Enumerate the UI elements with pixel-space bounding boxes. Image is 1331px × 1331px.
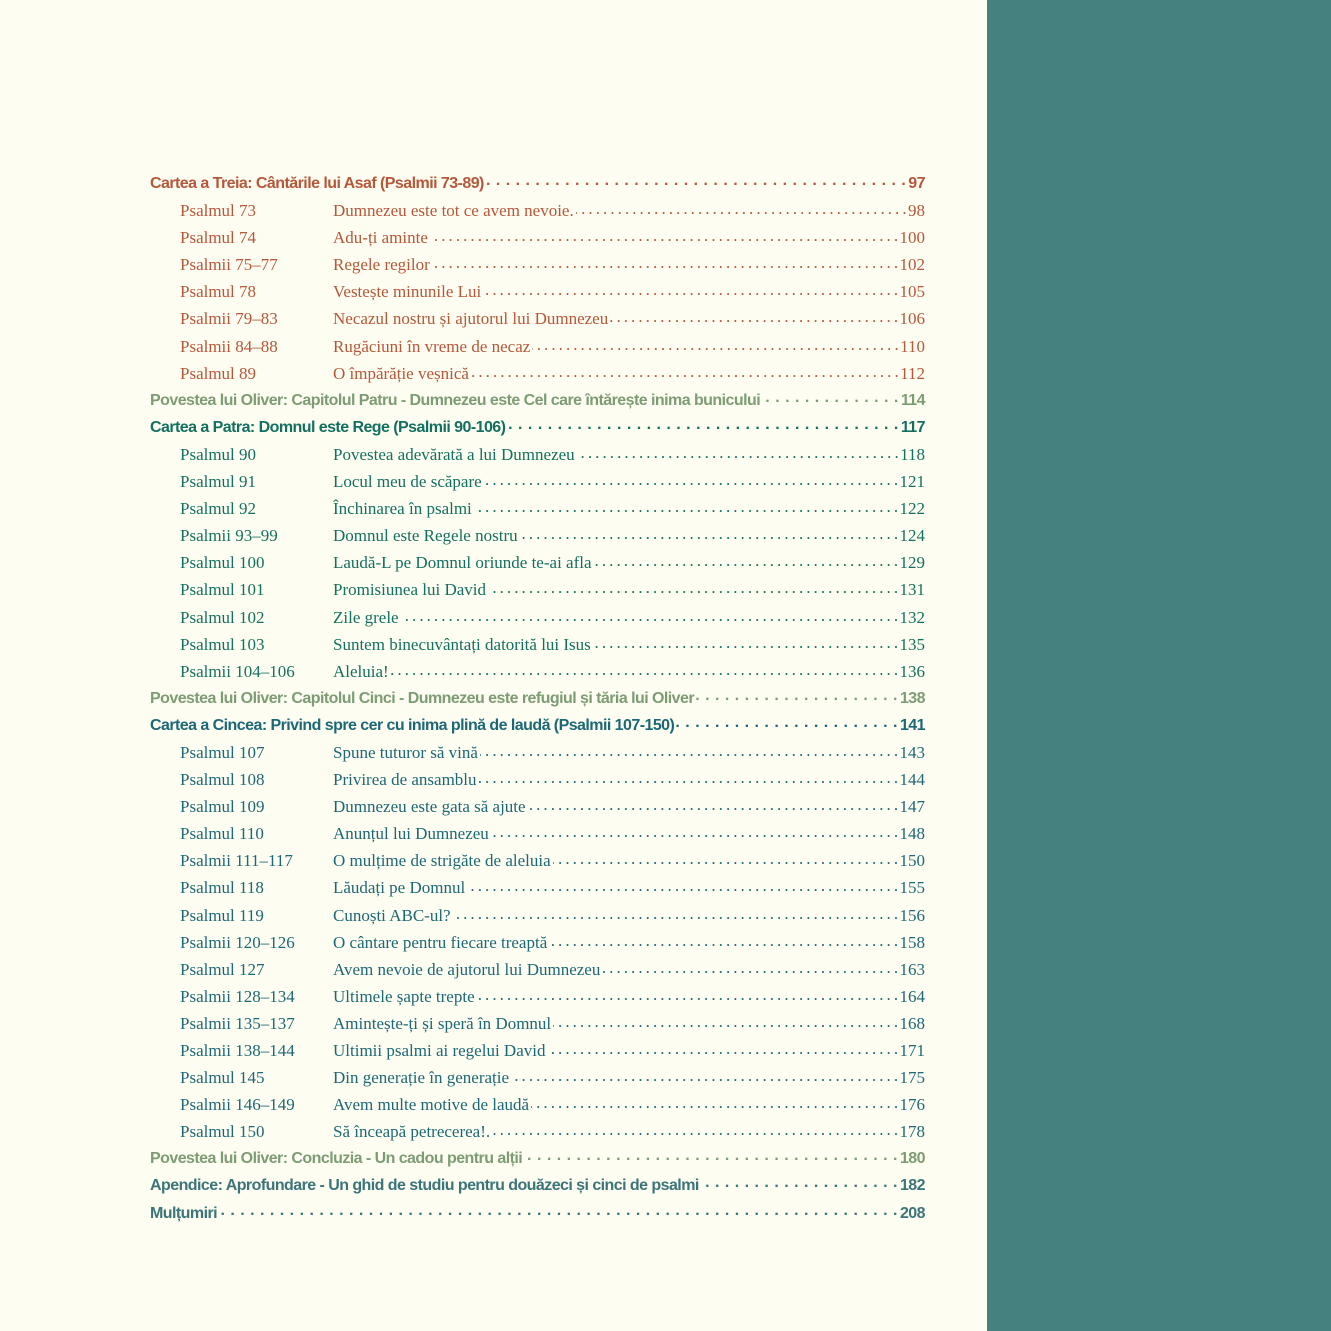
entry-title: Povestea lui Oliver: Capitolul Patru - Dumnezeu este Cel care întărește inima bunicului — [150, 391, 761, 409]
page-number: 136 — [899, 661, 925, 681]
page-number: 106 — [899, 309, 925, 329]
toc-section-entry[interactable] — [150, 1147, 925, 1174]
dot-leader — [553, 1012, 897, 1029]
toc-psalm-entry[interactable] — [150, 551, 925, 578]
entry-title: Suntem binecuvântați datorită lui Isus — [333, 634, 591, 654]
page-number: 147 — [899, 797, 925, 817]
toc-psalm-entry[interactable] — [150, 443, 925, 470]
page-number: 114 — [900, 391, 925, 409]
toc-psalm-entry[interactable] — [150, 606, 925, 633]
entry-title: Din generație în generație — [333, 1068, 510, 1088]
page-number: 138 — [899, 689, 925, 707]
dot-leader — [676, 714, 898, 730]
psalm-label: Psalmul 101 — [180, 580, 265, 600]
toc-psalm-entry[interactable] — [150, 253, 925, 280]
page-number: 158 — [899, 932, 925, 952]
page-number: 144 — [899, 770, 925, 790]
psalm-label: Psalmii 120–126 — [180, 932, 295, 952]
toc-psalm-entry[interactable] — [150, 660, 925, 687]
psalm-label: Psalmii 104–106 — [180, 661, 295, 681]
toc-section-entry[interactable] — [150, 687, 925, 714]
dot-leader — [391, 660, 898, 677]
page-number: 118 — [900, 444, 925, 464]
dot-leader — [479, 768, 898, 785]
dot-leader — [507, 416, 898, 432]
toc-psalm-entry[interactable] — [150, 822, 925, 849]
psalm-label: Psalmul 108 — [180, 770, 265, 790]
page-number: 124 — [899, 526, 925, 546]
toc-section-entry[interactable] — [150, 714, 925, 741]
page-number: 110 — [900, 336, 925, 356]
page-number: 117 — [900, 418, 925, 436]
psalm-label: Psalmii 146–149 — [180, 1095, 295, 1115]
entry-title: Regele regilor — [333, 255, 430, 275]
page-number: 171 — [899, 1041, 925, 1060]
entry-title: Aleluia! — [333, 661, 389, 681]
entry-title: Mulțumiri — [150, 1204, 218, 1222]
entry-title: Ultimii psalmi ai regelui David — [333, 1041, 546, 1060]
toc-psalm-entry[interactable] — [150, 849, 925, 876]
page-number: 164 — [899, 986, 925, 1006]
psalm-label: Psalmii 111–117 — [180, 851, 293, 871]
dot-leader — [524, 1147, 898, 1163]
toc-section-entry[interactable] — [150, 1202, 925, 1229]
dot-leader — [528, 795, 898, 812]
psalm-label: Psalmul 107 — [180, 742, 265, 762]
entry-title: Locul meu de scăpare — [333, 472, 482, 492]
dot-leader — [401, 606, 898, 623]
toc-section-entry[interactable] — [150, 416, 925, 443]
page-number: 105 — [899, 282, 925, 302]
side-color-panel — [987, 0, 1331, 1331]
dot-leader — [762, 389, 899, 405]
psalm-label: Psalmul 150 — [180, 1122, 265, 1142]
entry-title: Povestea adevărată a lui Dumnezeu — [333, 444, 575, 464]
dot-leader — [602, 958, 897, 975]
entry-title: Să înceapă petrecerea!. — [333, 1122, 491, 1142]
dot-leader — [549, 931, 897, 948]
dot-leader — [577, 443, 898, 460]
psalm-label: Psalmii 93–99 — [180, 526, 278, 546]
toc-psalm-entry[interactable] — [150, 931, 925, 958]
page-number: 122 — [899, 499, 925, 519]
entry-title: O împărăție veșnică — [333, 363, 469, 383]
entry-title: Privirea de ansamblu — [333, 770, 477, 790]
entry-title: Dumnezeu este tot ce avem nevoie. — [333, 201, 574, 221]
toc-psalm-entry[interactable] — [150, 1039, 925, 1066]
page-number: 112 — [900, 363, 925, 383]
psalm-label: Psalmul 110 — [180, 824, 264, 844]
page-number: 175 — [899, 1068, 925, 1088]
entry-title: Amintește-ți și speră în Domnul — [333, 1013, 552, 1033]
entry-title: Povestea lui Oliver: Concluzia - Un cadou pentru alții — [150, 1150, 523, 1168]
dot-leader — [432, 253, 898, 270]
entry-title: Rugăciuni în vreme de necaz — [333, 336, 531, 356]
toc-psalm-entry[interactable] — [150, 985, 925, 1012]
page-number: 131 — [899, 580, 925, 600]
entry-title: Zile grele — [333, 607, 399, 627]
toc-psalm-entry[interactable] — [150, 578, 925, 605]
dot-leader — [486, 172, 906, 188]
dot-leader — [531, 1093, 897, 1110]
dot-leader — [594, 551, 898, 568]
dot-leader — [480, 741, 898, 758]
page-number: 155 — [899, 878, 925, 898]
page-number: 129 — [899, 553, 925, 573]
dot-leader — [477, 985, 898, 1002]
psalm-label: Psalmul 102 — [180, 607, 265, 627]
dot-leader — [484, 470, 898, 487]
dot-leader — [467, 876, 897, 893]
toc-psalm-entry[interactable] — [150, 497, 925, 524]
toc-psalm-entry[interactable] — [150, 1012, 925, 1039]
entry-title: Laudă-L pe Domnul oriunde te-ai afla — [333, 553, 592, 573]
psalm-label: Psalmul 127 — [180, 959, 265, 979]
dot-leader — [474, 497, 898, 514]
psalm-label: Psalmul 100 — [180, 553, 265, 573]
entry-title: Spune tuturor să vină — [333, 742, 478, 762]
toc-psalm-entry[interactable] — [150, 741, 925, 768]
psalm-label: Psalmul 78 — [180, 282, 257, 302]
dot-leader — [492, 1120, 897, 1137]
dot-leader — [471, 362, 898, 379]
page-number: 143 — [899, 742, 925, 762]
entry-title: Apendice: Aprofundare - Un ghid de studiu pentru douăzeci și cinci de psalmi — [150, 1177, 699, 1195]
page-number: 98 — [908, 201, 925, 221]
entry-title: Adu-ți aminte — [333, 228, 428, 248]
entry-title: Povestea lui Oliver: Capitolul Cinci - Dumnezeu este refugiul și tăria lui Oliver — [150, 689, 695, 707]
psalm-label: Psalmul 119 — [180, 905, 264, 925]
dot-leader — [701, 1174, 898, 1190]
dot-leader — [520, 524, 898, 541]
page-number: 148 — [899, 824, 925, 844]
toc-psalm-entry[interactable] — [150, 904, 925, 931]
psalm-label: Psalmii 75–77 — [180, 255, 278, 275]
dot-leader — [491, 822, 898, 839]
page-number: 132 — [899, 607, 925, 627]
toc-psalm-entry[interactable] — [150, 633, 925, 660]
psalm-label: Psalmii 138–144 — [180, 1041, 295, 1060]
entry-title: Necazul nostru și ajutorul lui Dumnezeu — [333, 309, 609, 329]
toc-section-entry[interactable] — [150, 389, 925, 416]
psalm-label: Psalmul 118 — [180, 878, 264, 898]
entry-title: Cunoști ABC-ul? — [333, 905, 451, 925]
page-number: 135 — [899, 634, 925, 654]
dot-leader — [219, 1202, 898, 1218]
dot-leader — [696, 687, 898, 703]
toc-psalm-entry[interactable] — [150, 280, 925, 307]
toc-psalm-entry[interactable] — [150, 795, 925, 822]
page-number: 178 — [899, 1122, 925, 1142]
psalm-label: Psalmii 84–88 — [180, 336, 278, 356]
dot-leader — [453, 904, 898, 921]
psalm-label: Psalmul 89 — [180, 363, 257, 383]
page-number: 100 — [899, 228, 925, 248]
dot-leader — [430, 226, 898, 243]
dot-leader — [576, 199, 906, 216]
entry-title: Cartea a Patra: Domnul este Rege (Psalmii 90-106) — [150, 418, 506, 436]
page-number: 168 — [899, 1013, 925, 1033]
toc-psalm-entry[interactable] — [150, 958, 925, 985]
page-number: 97 — [908, 175, 925, 192]
entry-title: Promisiunea lui David — [333, 580, 486, 600]
psalm-label: Psalmul 73 — [180, 201, 257, 221]
page-number: 208 — [899, 1204, 925, 1222]
psalm-label: Psalmul 103 — [180, 634, 265, 654]
entry-title: Ultimele șapte trepte — [333, 986, 475, 1006]
entry-title: Avem multe motive de laudă — [333, 1095, 530, 1115]
page-number: 141 — [899, 716, 925, 734]
entry-title: Dumnezeu este gata să ajute — [333, 797, 526, 817]
page-number: 176 — [899, 1095, 925, 1115]
psalm-label: Psalmul 145 — [180, 1068, 265, 1088]
entry-title: Vestește minunile Lui — [333, 282, 482, 302]
dot-leader — [610, 307, 897, 324]
dot-leader — [553, 849, 898, 866]
toc-section-entry[interactable] — [150, 1174, 925, 1201]
dot-leader — [511, 1066, 897, 1083]
toc-psalm-entry[interactable] — [150, 362, 925, 389]
psalm-label: Psalmii 135–137 — [180, 1013, 295, 1033]
psalm-label: Psalmul 109 — [180, 797, 265, 817]
toc-psalm-entry[interactable] — [150, 307, 925, 334]
toc-psalm-entry[interactable] — [150, 226, 925, 253]
page-number: 180 — [899, 1150, 925, 1168]
page-number: 163 — [899, 959, 925, 979]
dot-leader — [547, 1039, 897, 1056]
toc-psalm-entry[interactable] — [150, 1093, 925, 1120]
page-number: 150 — [899, 851, 925, 871]
dot-leader — [593, 633, 898, 650]
toc-psalm-entry[interactable] — [150, 1120, 925, 1147]
page-number: 156 — [899, 905, 925, 925]
psalm-label: Psalmul 90 — [180, 444, 257, 464]
page-number: 182 — [899, 1177, 925, 1195]
page-number: 102 — [899, 255, 925, 275]
entry-title: O cântare pentru fiecare treaptă — [333, 932, 548, 952]
entry-title: O mulțime de strigăte de aleluia — [333, 851, 551, 871]
page-number: 121 — [899, 472, 925, 492]
psalm-label: Psalmul 92 — [180, 499, 257, 519]
toc-psalm-entry[interactable] — [150, 768, 925, 795]
entry-title: Cartea a Treia: Cântările lui Asaf (Psalmii 73-89) — [150, 175, 484, 192]
entry-title: Cartea a Cincea: Privind spre cer cu inima plină de laudă (Psalmii 107-150) — [150, 716, 675, 734]
toc-psalm-entry[interactable] — [150, 199, 925, 226]
dot-leader — [532, 335, 898, 352]
entry-title: Închinarea în psalmi — [333, 499, 472, 519]
entry-title: Lăudați pe Domnul — [333, 878, 466, 898]
psalm-label: Psalmii 128–134 — [180, 986, 295, 1006]
dot-leader — [483, 280, 897, 297]
dot-leader — [488, 578, 898, 595]
toc-psalm-entry[interactable] — [150, 335, 925, 362]
table-of-contents — [150, 172, 925, 1229]
toc-psalm-entry[interactable] — [150, 470, 925, 497]
psalm-label: Psalmul 74 — [180, 228, 257, 248]
psalm-label: Psalmul 91 — [180, 472, 257, 492]
entry-title: Avem nevoie de ajutorul lui Dumnezeu — [333, 959, 601, 979]
toc-section-entry[interactable] — [150, 172, 925, 199]
toc-psalm-entry[interactable] — [150, 524, 925, 551]
entry-title: Anunțul lui Dumnezeu — [333, 824, 489, 844]
entry-title: Domnul este Regele nostru — [333, 526, 518, 546]
toc-psalm-entry[interactable] — [150, 876, 925, 903]
psalm-label: Psalmii 79–83 — [180, 309, 278, 329]
toc-psalm-entry[interactable] — [150, 1066, 925, 1093]
